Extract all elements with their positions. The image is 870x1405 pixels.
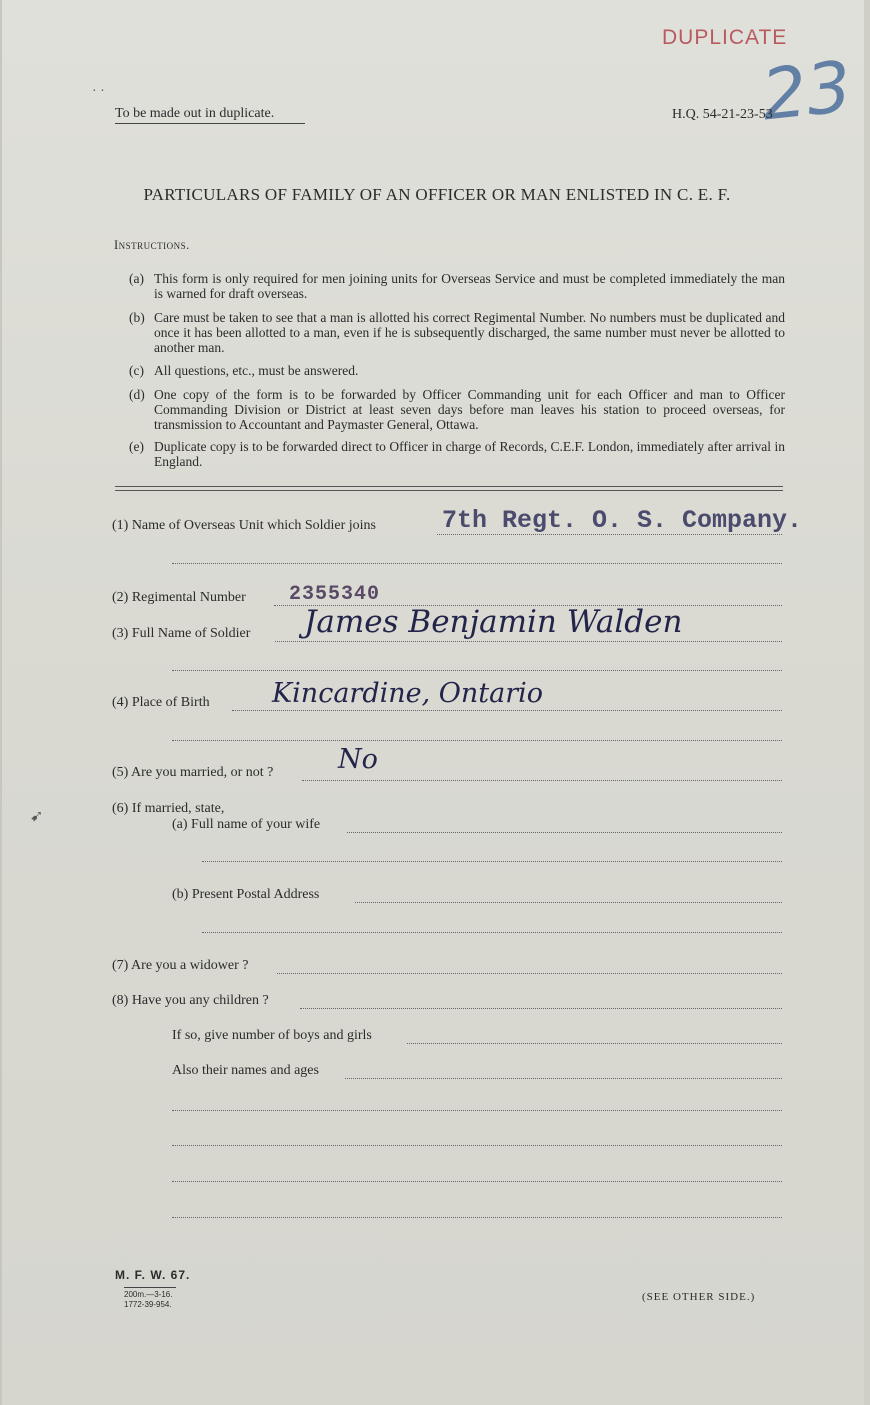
q5-value[interactable]: No [338, 744, 378, 775]
print-info [124, 1290, 172, 1310]
q8-label: (8) Have you any children ? [112, 993, 269, 1008]
q1-line-2 [172, 563, 782, 564]
q6b-label: (b) Present Postal Address [172, 887, 320, 902]
q8-names-line[interactable] [345, 1078, 782, 1079]
instruction-label: (c) [129, 363, 144, 378]
instruction-text: Care must be taken to see that a man is allotted his correct Regimental Number. No numbers must be duplicated and once it has been allotted to a man, even if he is subsequently discharged, the same number must never be allotted to another man. [154, 310, 785, 355]
paper-mark: · · [92, 84, 105, 99]
form-code: M. F. W. 67. [115, 1268, 191, 1282]
q1-label: (1) Name of Overseas Unit which Soldier joins [112, 518, 376, 533]
form-title: PARTICULARS OF FAMILY OF AN OFFICER OR MAN ENLISTED IN C. E. F. [143, 185, 731, 204]
q6b-line-2[interactable] [202, 932, 782, 933]
q7-line[interactable] [277, 973, 782, 974]
q8-names-line-2[interactable] [172, 1110, 782, 1111]
q5-line [302, 780, 782, 781]
q8-sub-names-ages: Also their names and ages [172, 1063, 319, 1078]
q8-boys-girls-line[interactable] [407, 1043, 782, 1044]
q5-label: (5) Are you married, or not ? [112, 765, 274, 780]
instructions-heading: Instructions. [114, 238, 190, 252]
hq-number: H.Q. 54-21-23-53 [672, 107, 773, 122]
q8-line[interactable] [300, 1008, 782, 1009]
q6a-line[interactable] [347, 832, 782, 833]
q4-label: (4) Place of Birth [112, 695, 210, 710]
q6-label: (6) If married, state, [112, 801, 225, 816]
instruction-label: (d) [129, 387, 145, 402]
q6a-label: (a) Full name of your wife [172, 817, 321, 832]
instruction-label: (b) [129, 310, 145, 325]
q4-value[interactable]: Kincardine, Ontario [272, 678, 544, 709]
instruction-label: (e) [129, 439, 144, 454]
instruction-b [129, 310, 785, 355]
instruction-d [129, 387, 785, 432]
q4-line-2 [172, 740, 782, 741]
q8-names-line-5[interactable] [172, 1217, 782, 1218]
q1-value[interactable]: 7th Regt. O. S. Company. [442, 506, 803, 535]
print-line-2: 1772-39-954. [124, 1300, 172, 1309]
q6b-line[interactable] [355, 902, 782, 903]
instruction-e [129, 439, 785, 469]
q6a-line-2[interactable] [202, 861, 782, 862]
instruction-label: (a) [129, 271, 144, 286]
duplicate-stamp: DUPLICATE [662, 26, 788, 49]
q1-line [437, 534, 782, 535]
handwritten-stamp-number: 23 [757, 45, 856, 137]
q7-label: (7) Are you a widower ? [112, 958, 249, 973]
q8-sub-boys-girls: If so, give number of boys and girls [172, 1028, 372, 1043]
q3-label: (3) Full Name of Soldier [112, 626, 251, 641]
q3-value[interactable]: James Benjamin Walden [304, 604, 683, 640]
paper-mark-left: ➹ [30, 808, 44, 825]
q2-value[interactable]: 2355340 [289, 583, 381, 606]
q3-line [275, 641, 782, 642]
instruction-text: This form is only required for men joining units for Overseas Service and must be completed immediately the man is warned for draft overseas. [154, 271, 785, 301]
footer-rule [124, 1287, 176, 1288]
note-underline [115, 123, 305, 124]
q8-names-line-4[interactable] [172, 1181, 782, 1182]
q8-names-line-3[interactable] [172, 1145, 782, 1146]
see-other-side: (SEE OTHER SIDE.) [642, 1291, 756, 1303]
instruction-c [129, 363, 785, 378]
section-divider [115, 486, 783, 491]
q4-line [232, 710, 782, 711]
instruction-text: All questions, etc., must be answered. [154, 363, 359, 378]
print-line-1: 200m.—3-16. [124, 1290, 173, 1299]
instruction-a [129, 271, 785, 301]
instruction-text: One copy of the form is to be forwarded by Officer Commanding unit for each Officer and man to Officer Commanding Division or District at least seven days before man leaves his station to proceed overseas, for transmission to Accountant and Paymaster General, Ottawa. [154, 387, 785, 432]
duplicate-note: To be made out in duplicate. [115, 106, 275, 121]
q2-label: (2) Regimental Number [112, 590, 246, 605]
instruction-text: Duplicate copy is to be forwarded direct to Officer in charge of Records, C.E.F. London, immediately after arrival in England. [154, 439, 785, 469]
q3-line-2 [172, 670, 782, 671]
